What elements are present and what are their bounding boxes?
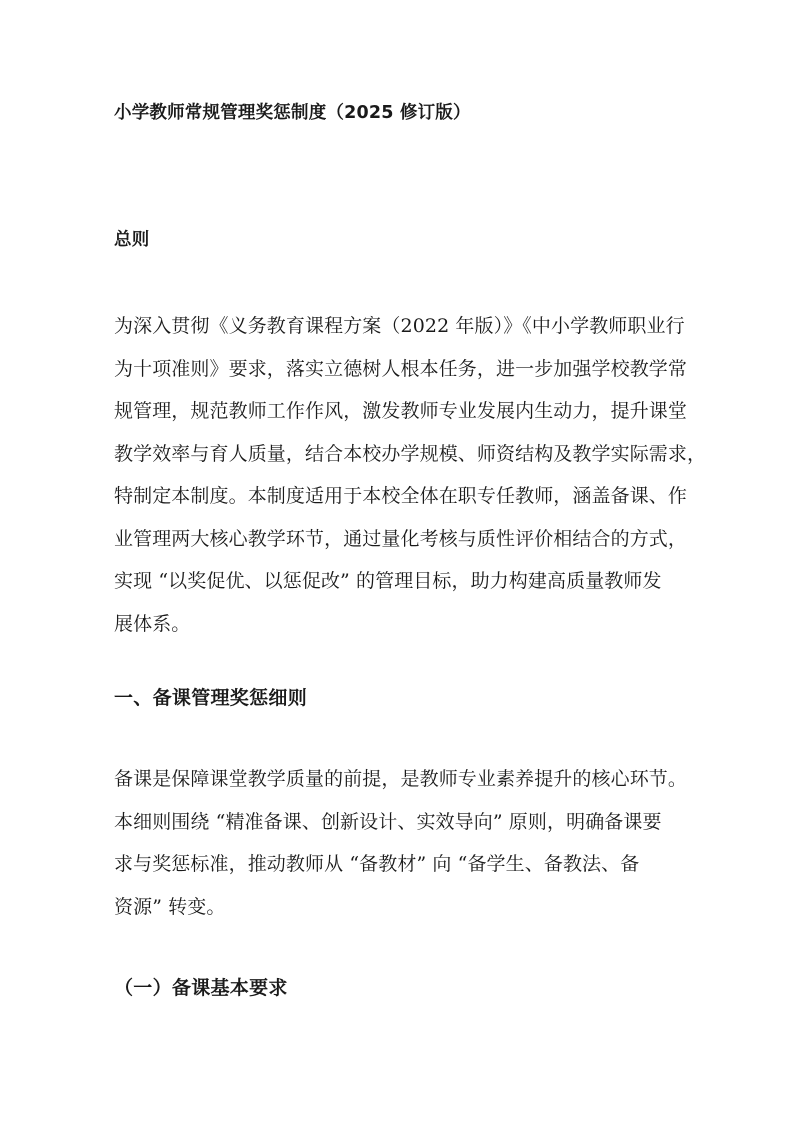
section-heading-lesson-prep-rules: 一、备课管理奖惩细则 <box>114 687 308 709</box>
paragraph-line: 教学效率与育人质量，结合本校办学规模、师资结构及教学实际需求， <box>114 442 707 465</box>
paragraph-line: 本细则围绕 “精准备课、创新设计、实效导向” 原则，明确备课要 <box>114 810 662 833</box>
paragraph-line: 特制定本制度。本制度适用于本校全体在职专任教师，涵盖备课、作 <box>114 485 688 507</box>
paragraph-line: 为十项准则》要求，落实立德树人根本任务，进一步加强学校教学常 <box>114 357 688 380</box>
paragraph-line: 为深入贯彻《义务教育课程方案（2022 年版）》《中小学教师职业行 <box>114 315 685 337</box>
paragraph-line: 业管理两大核心教学环节，通过量化考核与质性评价相结合的方式， <box>114 527 688 550</box>
paragraph-line: 求与奖惩标准，推动教师从 “备教材” 向 “备学生、备教法、备 <box>114 853 640 875</box>
subsection-heading-lesson-prep-basic-requirements: （一）备课基本要求 <box>114 977 288 999</box>
paragraph-general-principles <box>114 305 707 645</box>
page-title: 小学教师常规管理奖惩制度（2025 修订版） <box>114 103 471 123</box>
paragraph-line: 资源” 转变。 <box>114 895 226 918</box>
paragraph-lesson-prep <box>114 758 688 928</box>
paragraph-line: 规管理，规范教师工作作风，激发教师专业发展内生动力，提升课堂 <box>114 400 688 422</box>
paragraph-line: 展体系。 <box>114 612 191 635</box>
paragraph-line: 备课是保障课堂教学质量的前提，是教师专业素养提升的核心环节。 <box>114 768 688 790</box>
paragraph-line: 实现 “以奖促优、以惩促改” 的管理目标，助力构建高质量教师发 <box>114 570 662 592</box>
section-heading-general-principles: 总则 <box>114 230 150 250</box>
